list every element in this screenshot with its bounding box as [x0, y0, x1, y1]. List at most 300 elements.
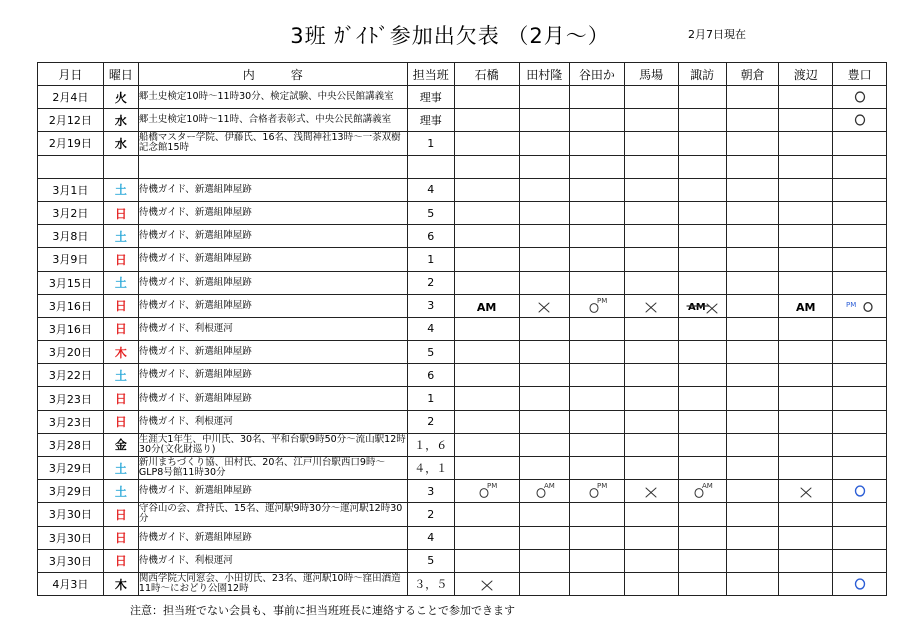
group-cell: 2 — [407, 410, 454, 433]
date-cell: 3月30日 — [38, 549, 104, 572]
table-row — [38, 457, 887, 480]
member-attendance-cell — [519, 364, 569, 387]
member-attendance-cell — [519, 387, 569, 410]
member-attendance-cell — [726, 387, 779, 410]
header-member: 豊口 — [833, 63, 887, 86]
member-attendance-cell — [519, 109, 569, 132]
table-row — [38, 572, 887, 595]
member-attendance-cell — [569, 480, 624, 503]
table-row — [38, 248, 887, 271]
member-attendance-cell — [833, 503, 887, 526]
member-attendance-cell — [569, 86, 624, 109]
member-attendance-cell — [519, 433, 569, 456]
content-cell: 守谷山の会、倉持氏、15名、運河駅9時30分～運河駅12時30分 — [138, 503, 407, 526]
table-row — [38, 201, 887, 224]
member-attendance-cell — [569, 526, 624, 549]
member-attendance-cell — [454, 457, 519, 480]
group-cell: 3 — [407, 480, 454, 503]
day-of-week-cell: 日 — [103, 410, 138, 433]
member-attendance-cell — [678, 201, 726, 224]
attendance-pm-circle-mark — [580, 482, 614, 500]
member-attendance-cell — [569, 503, 624, 526]
member-attendance-cell — [779, 86, 833, 109]
table-row — [38, 341, 887, 364]
attendance-cross-mark — [634, 482, 668, 500]
svg-text:AM: AM — [544, 482, 556, 491]
member-attendance-cell — [726, 155, 779, 178]
attendance-am-mark: AM — [476, 301, 497, 315]
attendance-cross-mark — [527, 297, 561, 315]
member-attendance-cell — [779, 457, 833, 480]
table-row — [38, 503, 887, 526]
member-attendance-cell — [519, 248, 569, 271]
member-attendance-cell — [779, 201, 833, 224]
member-attendance-cell — [678, 178, 726, 201]
day-of-week-cell: 土 — [103, 225, 138, 248]
attendance-blue-circle-mark — [843, 575, 877, 593]
day-of-week-cell: 金 — [103, 433, 138, 456]
member-attendance-cell — [519, 86, 569, 109]
day-of-week-cell: 木 — [103, 341, 138, 364]
date-cell: 3月1日 — [38, 178, 104, 201]
content-cell: 新川まちづくり協、田村氏、20名、江戸川台駅西口9時～GLP8号館11時30分 — [138, 457, 407, 480]
member-attendance-cell — [833, 86, 887, 109]
day-of-week-cell: 木 — [103, 572, 138, 595]
day-of-week-cell: 土 — [103, 271, 138, 294]
attendance-am-circle-mark — [685, 482, 719, 500]
svg-text:AM: AM — [688, 301, 706, 313]
header-member: 田村隆 — [519, 63, 569, 86]
member-attendance-cell — [624, 387, 678, 410]
member-attendance-cell — [833, 457, 887, 480]
group-cell: 4 — [407, 526, 454, 549]
date-cell: 3月16日 — [38, 294, 104, 317]
group-cell — [407, 155, 454, 178]
member-attendance-cell — [779, 572, 833, 595]
member-attendance-cell — [678, 480, 726, 503]
member-attendance-cell — [624, 155, 678, 178]
member-attendance-cell — [454, 155, 519, 178]
member-attendance-cell — [624, 109, 678, 132]
member-attendance-cell — [519, 225, 569, 248]
member-attendance-cell — [569, 294, 624, 317]
member-attendance-cell — [624, 572, 678, 595]
member-attendance-cell — [726, 457, 779, 480]
member-attendance-cell — [624, 433, 678, 456]
member-attendance-cell — [726, 248, 779, 271]
member-attendance-cell — [624, 364, 678, 387]
attendance-table — [37, 62, 887, 596]
content-cell: 待機ガイド、利根運河 — [138, 317, 407, 340]
content-cell: 生涯大1年生、中川氏、30名、平和台駅9時50分～流山駅12時30分(文化財巡り) — [138, 433, 406, 455]
member-attendance-cell — [454, 364, 519, 387]
group-cell: 理事 — [407, 86, 454, 109]
content-cell: 待機ガイド、新選組陣屋跡 — [138, 225, 407, 248]
group-cell: 1 — [407, 248, 454, 271]
member-attendance-cell — [569, 433, 624, 456]
svg-text:PM: PM — [486, 482, 497, 491]
member-attendance-cell — [726, 549, 779, 572]
date-cell: 3月15日 — [38, 271, 104, 294]
member-attendance-cell — [779, 225, 833, 248]
member-attendance-cell — [569, 155, 624, 178]
member-attendance-cell — [569, 317, 624, 340]
svg-text:PM: PM — [596, 296, 608, 305]
date-cell: 3月23日 — [38, 387, 104, 410]
member-attendance-cell — [678, 549, 726, 572]
attendance-cross-mark — [789, 482, 823, 500]
member-attendance-cell — [726, 503, 779, 526]
group-cell: 5 — [407, 549, 454, 572]
member-attendance-cell — [569, 364, 624, 387]
attendance-circle-mark — [843, 88, 877, 106]
member-attendance-cell — [779, 109, 833, 132]
date-cell: 2月4日 — [38, 86, 104, 109]
member-attendance-cell — [519, 503, 569, 526]
member-attendance-cell — [454, 317, 519, 340]
member-attendance-cell — [624, 225, 678, 248]
member-attendance-cell — [678, 225, 726, 248]
group-cell: 6 — [407, 364, 454, 387]
member-attendance-cell — [454, 549, 519, 572]
table-row — [38, 178, 887, 201]
group-cell: 4 — [407, 317, 454, 340]
member-attendance-cell — [833, 294, 887, 317]
member-attendance-cell — [624, 178, 678, 201]
content-cell: 待機ガイド、新選組陣屋跡 — [138, 201, 407, 224]
member-attendance-cell — [454, 341, 519, 364]
day-of-week-cell: 日 — [103, 248, 138, 271]
member-attendance-cell — [519, 271, 569, 294]
date-cell: 3月2日 — [38, 201, 104, 224]
attendance-cross-mark — [634, 297, 668, 315]
day-of-week-cell: 日 — [103, 549, 138, 572]
member-attendance-cell — [569, 572, 624, 595]
day-of-week-cell: 土 — [103, 364, 138, 387]
group-cell: 1 — [407, 387, 454, 410]
header-member: 馬場 — [624, 63, 678, 86]
content-cell: 待機ガイド、新選組陣屋跡 — [138, 526, 407, 549]
member-attendance-cell — [833, 225, 887, 248]
member-attendance-cell — [678, 503, 726, 526]
member-attendance-cell — [726, 364, 779, 387]
group-cell: 6 — [407, 225, 454, 248]
content-cell — [138, 155, 407, 178]
attendance-pm-circle-mark — [843, 297, 877, 315]
date-cell: 3月28日 — [38, 433, 104, 456]
member-attendance-cell — [569, 109, 624, 132]
member-attendance-cell — [454, 271, 519, 294]
group-cell: 1 — [407, 132, 454, 155]
member-attendance-cell — [454, 433, 519, 456]
member-attendance-cell — [678, 248, 726, 271]
member-attendance-cell — [624, 410, 678, 433]
date-cell: 3月29日 — [38, 457, 104, 480]
member-attendance-cell — [454, 132, 519, 155]
member-attendance-cell — [624, 341, 678, 364]
member-attendance-cell — [624, 201, 678, 224]
date-cell: 3月30日 — [38, 503, 104, 526]
member-attendance-cell — [833, 271, 887, 294]
member-attendance-cell — [779, 480, 833, 503]
member-attendance-cell — [726, 572, 779, 595]
date-cell: 3月29日 — [38, 480, 104, 503]
table-row — [38, 225, 887, 248]
attendance-pm-circle-mark — [580, 297, 614, 315]
member-attendance-cell — [726, 341, 779, 364]
header-member: 渡辺 — [779, 63, 833, 86]
member-attendance-cell — [833, 248, 887, 271]
member-attendance-cell — [726, 178, 779, 201]
day-of-week-cell: 日 — [103, 317, 138, 340]
member-attendance-cell — [833, 132, 887, 155]
member-attendance-cell — [678, 364, 726, 387]
content-cell: 関西学院大同窓会、小田切氏、23名、運河駅10時～窪田酒造11時～におどり公園12時 — [138, 572, 407, 595]
member-attendance-cell — [678, 132, 726, 155]
member-attendance-cell — [519, 572, 569, 595]
member-attendance-cell — [624, 526, 678, 549]
group-cell: 3 — [407, 294, 454, 317]
member-attendance-cell — [678, 86, 726, 109]
table-row — [38, 294, 887, 317]
member-attendance-cell — [454, 526, 519, 549]
member-attendance-cell — [678, 572, 726, 595]
member-attendance-cell — [833, 155, 887, 178]
table-row — [38, 480, 887, 503]
member-attendance-cell — [779, 132, 833, 155]
member-attendance-cell — [454, 248, 519, 271]
date-cell: 2月19日 — [38, 132, 104, 155]
member-attendance-cell — [519, 526, 569, 549]
member-attendance-cell — [779, 294, 833, 317]
date-cell: 3月20日 — [38, 341, 104, 364]
member-attendance-cell — [569, 387, 624, 410]
member-attendance-cell — [678, 109, 726, 132]
member-attendance-cell — [624, 549, 678, 572]
member-attendance-cell — [779, 317, 833, 340]
member-attendance-cell — [624, 132, 678, 155]
member-attendance-cell — [833, 387, 887, 410]
member-attendance-cell — [779, 155, 833, 178]
day-of-week-cell: 日 — [103, 526, 138, 549]
group-cell: 理事 — [407, 109, 454, 132]
content-cell: 待機ガイド、新選組陣屋跡 — [138, 178, 407, 201]
member-attendance-cell — [624, 86, 678, 109]
table-row — [38, 132, 887, 155]
member-attendance-cell — [779, 433, 833, 456]
group-cell: 5 — [407, 201, 454, 224]
table-row — [38, 109, 887, 132]
attendance-pm-circle-mark — [470, 482, 504, 500]
member-attendance-cell — [519, 178, 569, 201]
member-attendance-cell — [678, 433, 726, 456]
table-row — [38, 86, 887, 109]
member-attendance-cell — [519, 317, 569, 340]
content-cell: 待機ガイド、新選組陣屋跡 — [138, 364, 407, 387]
member-attendance-cell — [624, 271, 678, 294]
table-row — [38, 410, 887, 433]
member-attendance-cell — [519, 201, 569, 224]
day-of-week-cell: 土 — [103, 457, 138, 480]
member-attendance-cell — [726, 317, 779, 340]
member-attendance-cell — [726, 433, 779, 456]
footer-note: 注意：担当班でない会員も、事前に担当班班長に連絡することで参加できます — [130, 604, 515, 617]
header-member: 朝倉 — [726, 63, 779, 86]
table-row — [38, 526, 887, 549]
svg-text:AM: AM — [702, 482, 713, 491]
member-attendance-cell — [726, 526, 779, 549]
member-attendance-cell — [519, 480, 569, 503]
member-attendance-cell — [569, 549, 624, 572]
member-attendance-cell — [624, 294, 678, 317]
member-attendance-cell — [779, 178, 833, 201]
member-attendance-cell — [454, 294, 519, 317]
member-attendance-cell — [779, 271, 833, 294]
member-attendance-cell — [726, 480, 779, 503]
as-of-date: 2月7日現在 — [688, 28, 746, 41]
member-attendance-cell — [779, 341, 833, 364]
group-cell: １，６ — [407, 433, 454, 456]
date-cell: 3月30日 — [38, 526, 104, 549]
member-attendance-cell — [833, 480, 887, 503]
header-member: 諏訪 — [678, 63, 726, 86]
member-attendance-cell — [678, 341, 726, 364]
content-cell: 郷土史検定10時～11時30分、検定試験、中央公民館講義室 — [138, 86, 407, 109]
member-attendance-cell — [833, 178, 887, 201]
date-cell: 3月23日 — [38, 410, 104, 433]
member-attendance-cell — [833, 317, 887, 340]
member-attendance-cell — [678, 526, 726, 549]
member-attendance-cell — [833, 410, 887, 433]
date-cell: 3月16日 — [38, 317, 104, 340]
member-attendance-cell — [519, 549, 569, 572]
member-attendance-cell — [726, 294, 779, 317]
date-cell — [38, 155, 104, 178]
member-attendance-cell — [678, 410, 726, 433]
content-cell: 待機ガイド、新選組陣屋跡 — [138, 294, 407, 317]
group-cell: 2 — [407, 271, 454, 294]
member-attendance-cell — [454, 109, 519, 132]
member-attendance-cell — [678, 271, 726, 294]
member-attendance-cell — [833, 526, 887, 549]
day-of-week-cell: 土 — [103, 178, 138, 201]
member-attendance-cell — [726, 132, 779, 155]
member-attendance-cell — [833, 109, 887, 132]
member-attendance-cell — [569, 248, 624, 271]
table-row — [38, 317, 887, 340]
table-row — [38, 433, 887, 456]
member-attendance-cell — [833, 433, 887, 456]
header-content: 内 容 — [138, 63, 407, 86]
group-cell: 5 — [407, 341, 454, 364]
member-attendance-cell — [519, 132, 569, 155]
member-attendance-cell — [454, 572, 519, 595]
member-attendance-cell — [726, 271, 779, 294]
content-cell: 待機ガイド、利根運河 — [138, 549, 407, 572]
day-of-week-cell: 水 — [103, 132, 138, 155]
member-attendance-cell — [454, 387, 519, 410]
member-attendance-cell — [454, 86, 519, 109]
date-cell: 3月8日 — [38, 225, 104, 248]
content-cell: 待機ガイド、新選組陣屋跡 — [138, 341, 407, 364]
member-attendance-cell — [678, 155, 726, 178]
header-day: 曜日 — [103, 63, 138, 86]
member-attendance-cell — [519, 457, 569, 480]
date-cell: 2月12日 — [38, 109, 104, 132]
svg-text:PM: PM — [845, 300, 856, 309]
member-attendance-cell — [569, 132, 624, 155]
member-attendance-cell — [678, 317, 726, 340]
day-of-week-cell: 日 — [103, 387, 138, 410]
header-row — [38, 63, 887, 86]
content-cell: 待機ガイド、新選組陣屋跡 — [138, 480, 407, 503]
group-cell: ４，１ — [407, 457, 454, 480]
member-attendance-cell — [726, 201, 779, 224]
member-attendance-cell — [519, 155, 569, 178]
attendance-struck-am-cross-mark — [685, 297, 719, 315]
member-attendance-cell — [833, 364, 887, 387]
member-attendance-cell — [454, 410, 519, 433]
member-attendance-cell — [779, 526, 833, 549]
content-cell: 船橋マスター学院、伊藤氏、16名、浅間神社13時～一茶双樹記念館15時 — [138, 132, 407, 155]
member-attendance-cell — [678, 387, 726, 410]
member-attendance-cell — [779, 503, 833, 526]
member-attendance-cell — [726, 109, 779, 132]
member-attendance-cell — [454, 503, 519, 526]
member-attendance-cell — [726, 410, 779, 433]
day-of-week-cell: 水 — [103, 109, 138, 132]
day-of-week-cell: 日 — [103, 503, 138, 526]
member-attendance-cell — [779, 549, 833, 572]
member-attendance-cell — [833, 549, 887, 572]
member-attendance-cell — [833, 341, 887, 364]
member-attendance-cell — [624, 317, 678, 340]
attendance-am-mark: AM — [796, 301, 816, 315]
day-of-week-cell — [103, 155, 138, 178]
member-attendance-cell — [779, 387, 833, 410]
member-attendance-cell — [569, 341, 624, 364]
member-attendance-cell — [726, 225, 779, 248]
member-attendance-cell — [519, 294, 569, 317]
group-cell: ３，５ — [407, 572, 454, 595]
member-attendance-cell — [454, 225, 519, 248]
attendance-circle-mark — [843, 111, 877, 129]
member-attendance-cell — [569, 271, 624, 294]
member-attendance-cell — [569, 225, 624, 248]
member-attendance-cell — [779, 410, 833, 433]
attendance-cross-mark — [470, 575, 504, 593]
member-attendance-cell — [569, 410, 624, 433]
member-attendance-cell — [624, 457, 678, 480]
content-cell: 待機ガイド、新選組陣屋跡 — [138, 248, 407, 271]
attendance-am-circle-mark — [527, 482, 561, 500]
content-cell: 待機ガイド、新選組陣屋跡 — [138, 387, 407, 410]
member-attendance-cell — [678, 294, 726, 317]
member-attendance-cell — [678, 457, 726, 480]
header-member: 谷田か — [569, 63, 624, 86]
member-attendance-cell — [569, 178, 624, 201]
content-cell: 待機ガイド、新選組陣屋跡 — [138, 271, 407, 294]
member-attendance-cell — [569, 457, 624, 480]
table-row — [38, 364, 887, 387]
group-cell: 2 — [407, 503, 454, 526]
content-cell: 待機ガイド、利根運河 — [138, 410, 407, 433]
header-date: 月日 — [38, 63, 104, 86]
header-member: 石橋 — [454, 63, 519, 86]
member-attendance-cell — [519, 410, 569, 433]
member-attendance-cell — [454, 178, 519, 201]
attendance-blue-circle-mark — [843, 482, 877, 500]
